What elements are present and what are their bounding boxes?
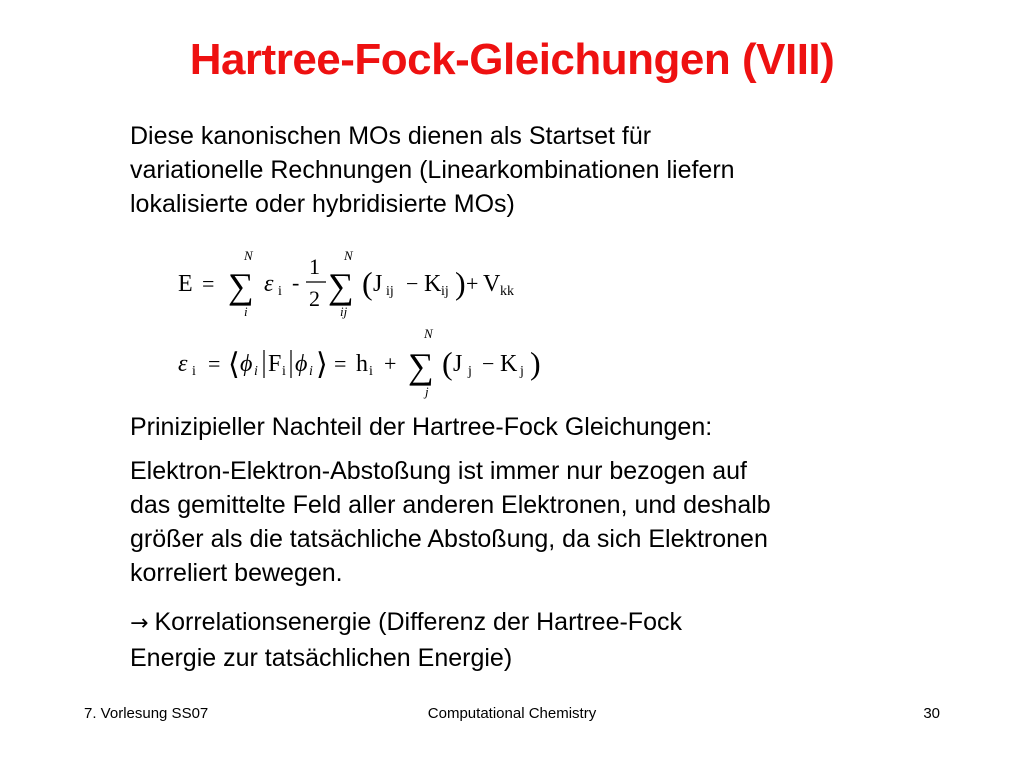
eq2-J-sub: j: [468, 364, 472, 379]
footer-lecture: 7. Vorlesung SS07: [84, 705, 209, 722]
eq1-K-sub: ij: [441, 284, 449, 299]
drawback-line: das gemittelte Feld aller anderen Elektronen, und deshalb: [130, 491, 771, 519]
right-arrow-icon: →: [130, 611, 149, 636]
eq1-V: V: [483, 271, 501, 297]
right-angle-icon: ⟩: [316, 348, 328, 381]
eq1-frac-den: 2: [309, 286, 320, 311]
eq2-sum-upper: N: [424, 326, 433, 341]
eq2-phi2: ϕ: [295, 351, 308, 377]
drawback-line: Elektron-Elektron-Abstoßung ist immer nur bezogen auf: [130, 457, 747, 485]
left-paren-icon: (: [362, 265, 373, 301]
eq1-minus: -: [292, 270, 300, 295]
right-paren-icon: ): [455, 265, 466, 301]
sum-symbol-icon: ∑: [228, 266, 254, 306]
eq2-K-sub: j: [520, 364, 524, 379]
right-paren-icon: ): [530, 345, 541, 381]
eq2-phi2-sub: i: [309, 364, 313, 379]
eq1-plus: +: [466, 271, 479, 296]
eq1-K: K: [424, 271, 442, 297]
eq1-sum2-upper: N: [344, 248, 353, 263]
eq1-equals: =: [202, 271, 215, 296]
energy-equation: [178, 248, 514, 319]
eq1-minus2: −: [406, 271, 419, 296]
eq2-phi-sub: i: [254, 364, 258, 379]
correlation-line: Energie zur tatsächlichen Energie): [130, 644, 513, 672]
eq1-E: E: [178, 271, 193, 297]
eq2-h: h: [356, 351, 368, 377]
eq2-plus: +: [384, 351, 397, 376]
footer-page-number: 30: [923, 705, 940, 722]
footer-course: Computational Chemistry: [427, 705, 597, 722]
equations-block: [168, 238, 568, 408]
eq2-equals: =: [208, 351, 221, 376]
correlation-paragraph: [130, 605, 890, 675]
eq2-epsilon-sub: i: [192, 364, 196, 379]
left-paren-icon: (: [442, 345, 453, 381]
eq1-epsilon: ε: [264, 271, 274, 297]
eq2-F: F: [268, 351, 282, 377]
slide-title: Hartree-Fock-Gleichungen (VIII): [189, 35, 835, 84]
left-angle-icon: ⟨: [228, 348, 240, 381]
eq2-h-sub: i: [369, 364, 373, 379]
intro-line: lokalisierte oder hybridisierte MOs): [130, 190, 515, 218]
eq2-K: K: [500, 351, 518, 377]
eq1-sum2-lower: ij: [340, 304, 348, 319]
eq2-F-sub: i: [282, 364, 286, 379]
drawback-heading-text: Prinizipieller Nachteil der Hartree-Fock Gleichungen:: [130, 413, 713, 441]
eq2-J: J: [453, 351, 463, 377]
intro-paragraph: [130, 119, 890, 221]
drawback-line: größer als die tatsächliche Abstoßung, da sich Elektronen: [130, 525, 768, 553]
intro-line: Diese kanonischen MOs dienen als Startset für: [130, 122, 652, 150]
eq1-J: J: [373, 271, 383, 297]
eq1-epsilon-sub: i: [278, 284, 282, 299]
drawback-heading: [130, 410, 890, 444]
eq2-epsilon: ε: [178, 351, 188, 377]
eq1-sum-upper: N: [244, 248, 253, 263]
sum-symbol-icon: ∑: [408, 346, 434, 386]
correlation-line: [130, 605, 890, 641]
eq2-minus: −: [482, 351, 495, 376]
eq1-sum-lower: i: [244, 304, 248, 319]
eq1-J-sub: ij: [386, 284, 394, 299]
correlation-text: Korrelationsenergie (Differenz der Hartree-Fock: [154, 608, 682, 636]
eq2-phi: ϕ: [240, 351, 253, 377]
sum-symbol-icon: ∑: [328, 266, 354, 306]
drawback-paragraph: [130, 454, 890, 590]
eq2-sum-lower: j: [425, 384, 429, 399]
drawback-line: korreliert bewegen.: [130, 559, 343, 587]
eq1-V-sub: kk: [500, 284, 514, 299]
intro-line: variationelle Rechnungen (Linearkombinationen liefern: [130, 156, 735, 184]
eq1-frac-num: 1: [309, 254, 320, 279]
orbital-energy-equation: [178, 326, 541, 399]
eq2-equals2: =: [334, 351, 347, 376]
